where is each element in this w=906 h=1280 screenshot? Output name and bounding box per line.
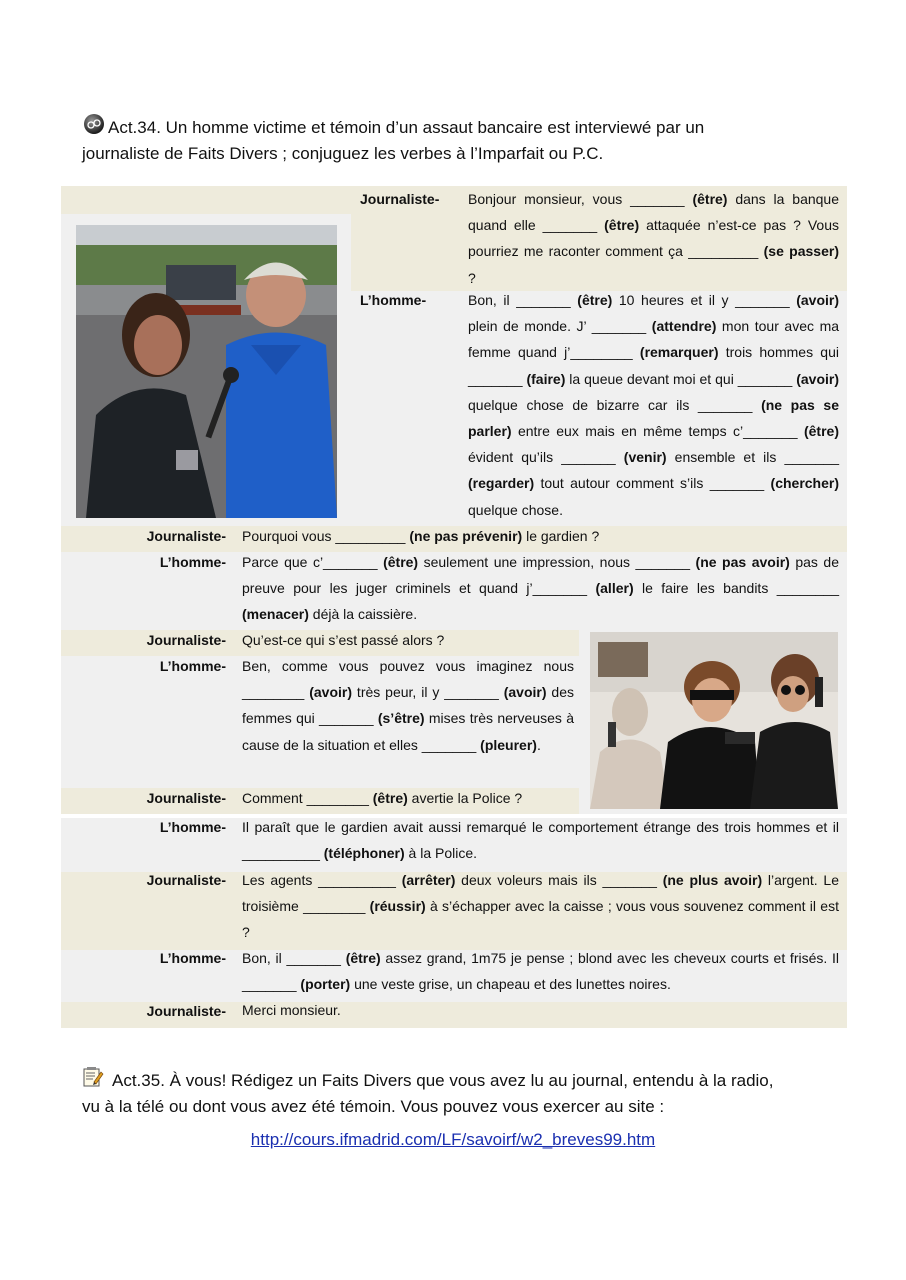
dialogue-line: Bon, il _______ (être) assez grand, 1m75 je pense ; blond avec les cheveux courts et frisés. Il _______ (porter) une veste grise, un chapeau et des lunettes noires. [242, 950, 839, 993]
act34-title-text: Act.34. Un homme victime et témoin d’un assaut bancaire est interviewé par un journaliste de Faits Divers ; conjuguez les verbes à l’Imparfait ou P.C. [82, 118, 705, 163]
speaker-label: Journaliste- [146, 790, 226, 806]
speaker-label: Journaliste- [146, 1003, 226, 1019]
act35-title [82, 1066, 782, 1119]
glasses-icon [82, 113, 106, 142]
dialogue-line: Les agents __________ (arrêter) deux voleurs mais ils _______ (ne plus avoir) l’argent. Le troisième ________ (réussir) à s’échapper avec la caisse ; vous vous souvenez comment il est ? [242, 872, 839, 941]
dialogue-line: Qu’est-ce qui s’est passé alors ? [242, 632, 445, 648]
speaker-label: L’homme- [159, 950, 226, 966]
robbers-photo [590, 632, 838, 809]
notepad-pencil-icon [82, 1066, 104, 1095]
dialogue-line: Parce que c’_______ (être) seulement une impression, nous _______ (ne pas avoir) pas de preuve pour les juger criminels et quand j’_______ (aller) le faire les bandits ________ (menacer) déjà la caissière. [242, 554, 839, 623]
dialogue-line: Ben, comme vous pouvez vous imaginez nous ________ (avoir) très peur, il y _______ (avoir) des femmes qui _______ (s’être) mises très nerveuses à cause de la situation et elles _______ (pleurer). [242, 658, 575, 753]
speaker-label: Journaliste- [146, 528, 226, 544]
dialogue-line: Merci monsieur. [242, 1002, 341, 1018]
act35-title-text: Act.35. À vous! Rédigez un Faits Divers que vous avez lu au journal, entendu à la radio, vu à la télé ou dont vous avez été témoin. Vous pouvez vous exercer au site : [82, 1071, 774, 1116]
speaker-label: L’homme- [159, 819, 226, 835]
interview-photo [76, 225, 337, 518]
speaker-label: Journaliste- [146, 632, 226, 648]
dialogue-line: Il paraît que le gardien avait aussi remarqué le comportement étrange des trois hommes et il __________ (téléphoner) à la Police. [242, 819, 839, 862]
speaker-label: L’homme- [360, 292, 427, 308]
speaker-label: Journaliste- [146, 872, 226, 888]
speaker-label: L’homme- [159, 658, 226, 674]
dialogue-line: Bon, il _______ (être) 10 heures et il y _______ (avoir) plein de monde. J’ _______ (attendre) mon tour avec ma femme quand j’________ (remarquer) trois hommes qui _______ (faire) la queue devant moi et qui _______ (avoir) quelque chose de bizarre car ils _______ (ne pas se parler) entre eux mais en même temps c’_______ (être) évident qu’ils _______ (venir) ensemble et ils _______ (regarder) tout autour comment s’ils _______ (chercher) quelque chose. [468, 292, 840, 518]
dialogue-line: Pourquoi vous _________ (ne pas prévenir) le gardien ? [242, 528, 600, 544]
act34-title [82, 113, 782, 166]
dialogue-line: Bonjour monsieur, vous _______ (être) dans la banque quand elle _______ (être) attaquée n’est-ce pas ? Vous pourriez me raconter comment ça _________ (se passer) ? [468, 191, 840, 286]
speaker-label: Journaliste- [360, 191, 440, 207]
dialogue-table [61, 186, 847, 1028]
speaker-label: L’homme- [159, 554, 226, 570]
dialogue-line: Comment ________ (être) avertie la Police ? [242, 790, 523, 806]
exercise-link[interactable]: http://cours.ifmadrid.com/LF/savoirf/w2_breves99.htm [250, 1130, 656, 1149]
